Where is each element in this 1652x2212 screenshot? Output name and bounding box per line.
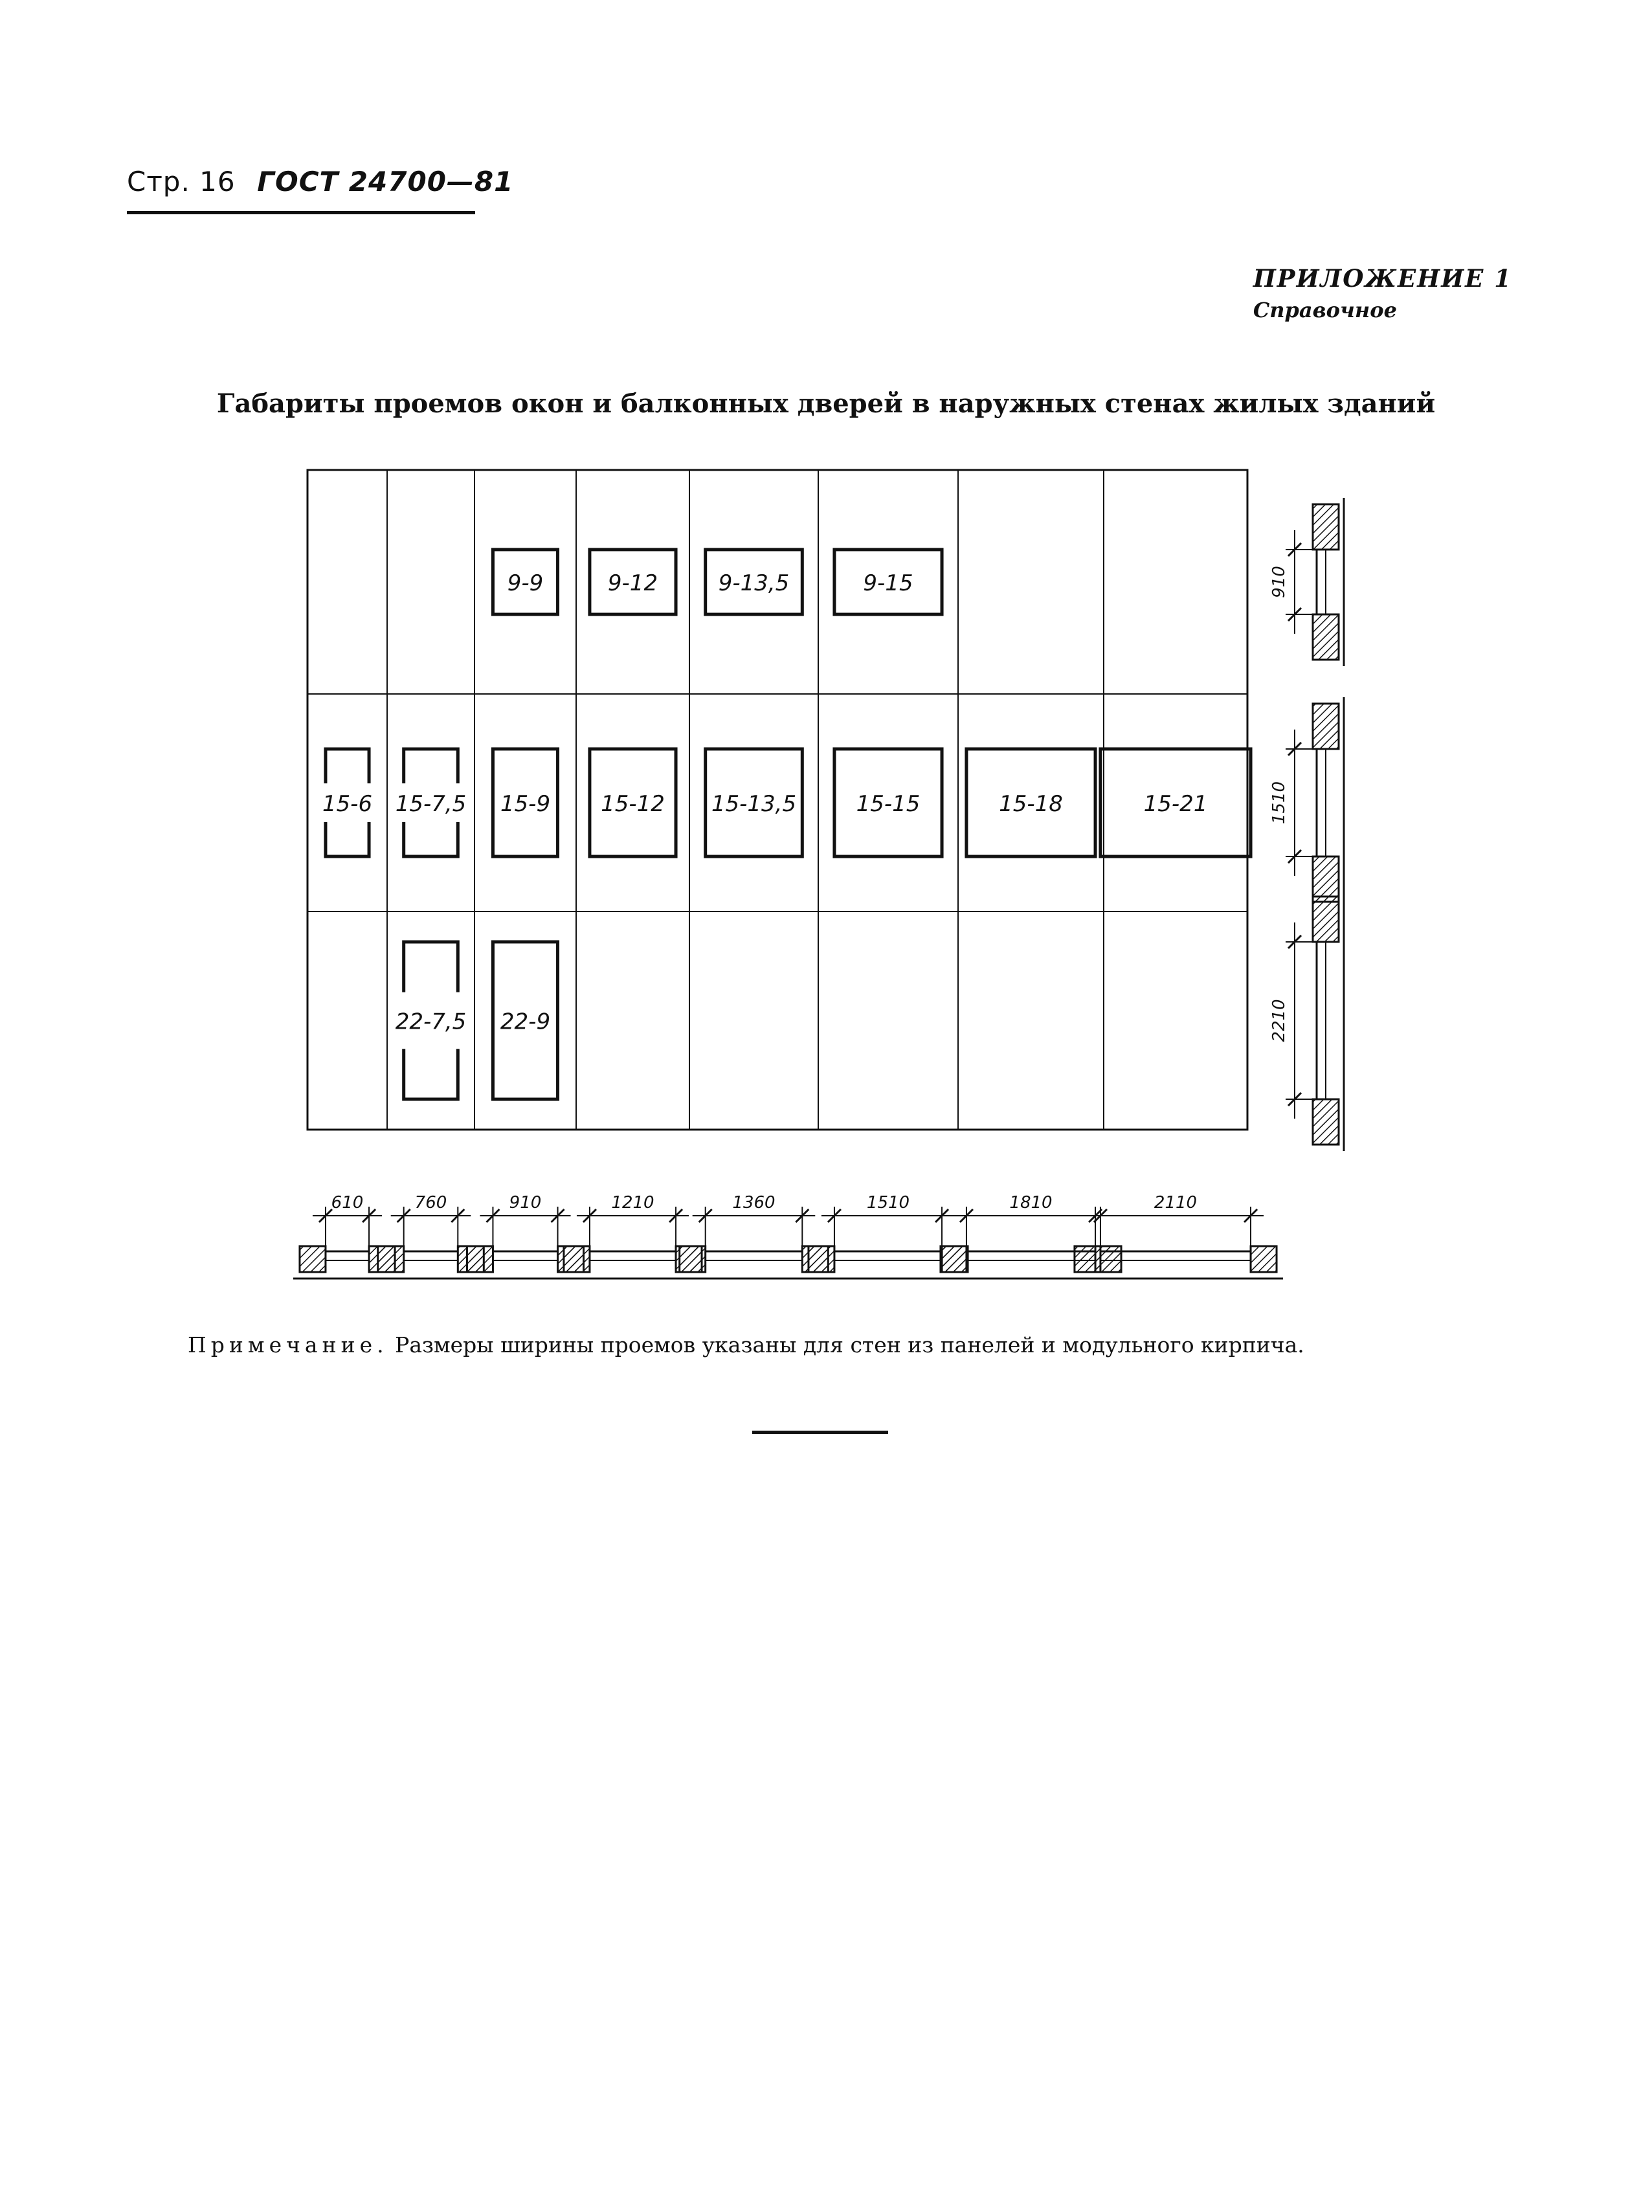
width-dimension-label: 910 [509,1193,542,1212]
opening-label: 9-12 [607,570,658,596]
opening-label: 15-21 [1143,791,1208,817]
pier-hatch [809,1246,834,1272]
opening-label: 22-9 [500,1009,551,1035]
end-rule [752,1431,888,1434]
pier-hatch [941,1246,966,1272]
wall-sections-vertical [1269,498,1344,1151]
height-dimension-label: 2210 [1269,999,1289,1042]
opening-cells [322,550,1251,1099]
opening-label: 15-13,5 [711,791,797,817]
width-dimension-label: 760 [414,1193,447,1212]
wall-hatch [1313,704,1339,749]
footnote [188,1332,1304,1357]
height-dimension-label: 910 [1269,566,1289,598]
pier-hatch [680,1246,706,1272]
opening-label: 15-6 [322,791,373,817]
width-dimension-label: 610 [331,1193,364,1212]
width-dimension-label: 1360 [732,1193,776,1212]
width-dimension-label: 1810 [1009,1193,1053,1212]
opening-label: 15-12 [601,791,665,817]
opening-label: 9-15 [863,570,913,596]
opening-label: 15-15 [856,791,921,817]
pier-hatch [467,1246,493,1272]
wall-hatch [1313,1099,1339,1145]
figure-title: Габариты проемов окон и балконных дверей в наружных стенах жилых зданий [216,388,1436,419]
pier-hatch [1075,1246,1100,1272]
opening-label: 15-9 [500,791,551,817]
width-dimension-label: 1510 [866,1193,910,1212]
opening-label: 15-7,5 [395,791,467,817]
pier-hatch [564,1246,590,1272]
standard-number: ГОСТ 24700—81 [257,166,514,197]
opening-label: 9-13,5 [718,570,790,596]
footnote-text: Размеры ширины проемов указаны для стен из панелей и модульного кирпича. [395,1332,1304,1357]
footnote-label: Примечание. [188,1332,388,1357]
pier-hatch [1251,1246,1277,1272]
opening-label: 15-18 [999,791,1063,817]
wall-hatch [1313,856,1339,902]
pier-hatch [378,1246,404,1272]
wall-sections-horizontal [293,1193,1283,1279]
page-number: Стр. 16 [127,166,236,197]
width-dimension-label: 1210 [611,1193,654,1212]
pier-hatch [300,1246,326,1272]
wall-hatch [1313,614,1339,660]
opening-label: 22-7,5 [395,1009,467,1035]
wall-hatch [1313,897,1339,942]
opening-label: 9-9 [507,570,544,596]
width-dimension-label: 2110 [1154,1193,1198,1212]
wall-hatch [1313,504,1339,550]
appendix-subtitle: Справочное [1253,298,1397,322]
appendix-title: ПРИЛОЖЕНИЕ 1 [1253,264,1512,293]
height-dimension-label: 1510 [1269,781,1289,825]
